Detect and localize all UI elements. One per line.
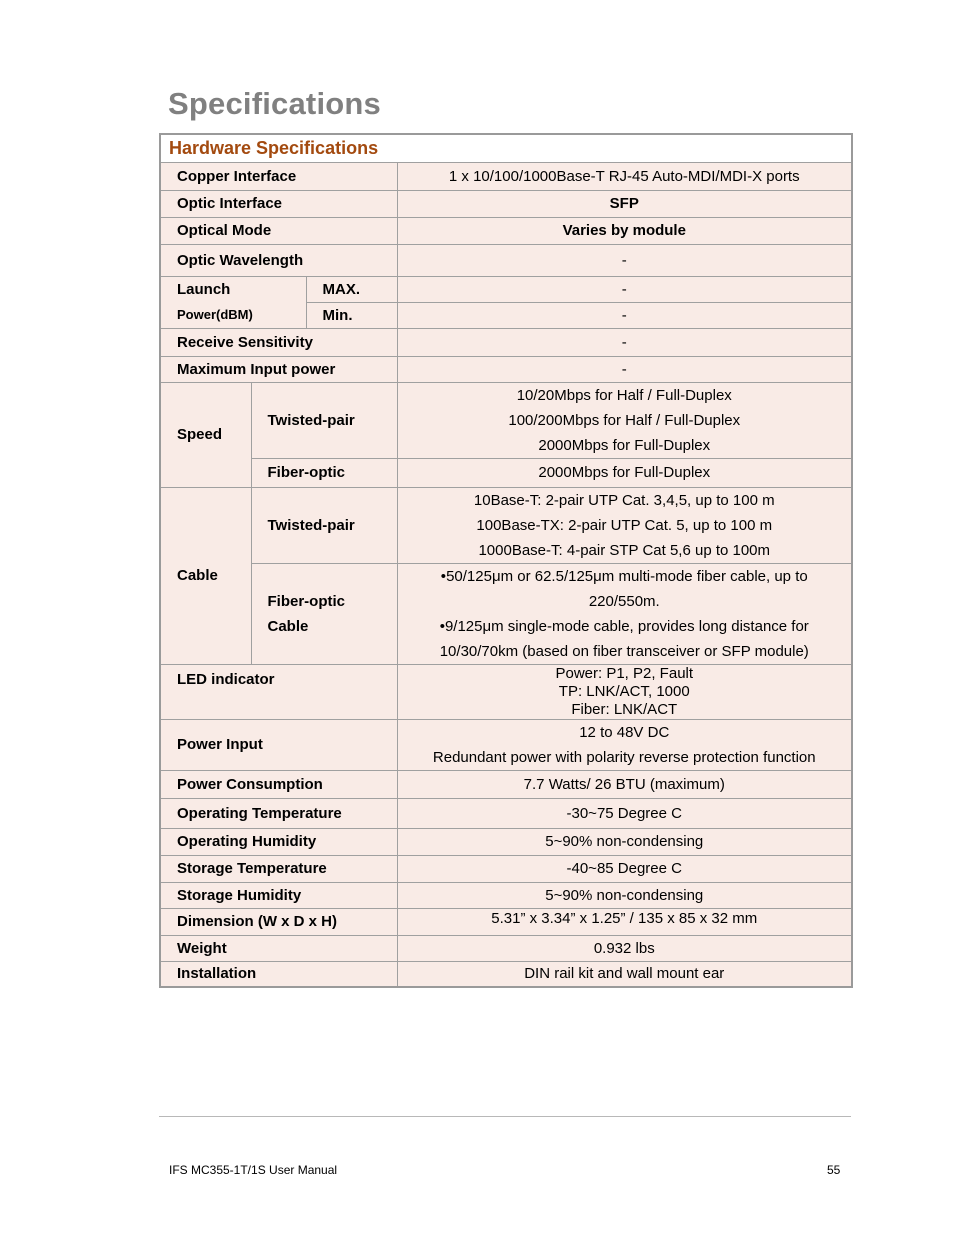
led-line: Fiber: LNK/ACT — [571, 700, 678, 718]
led-line: Power: P1, P2, Fault — [555, 664, 694, 682]
power-input-value — [397, 719, 852, 770]
led-line: TP: LNK/ACT, 1000 — [558, 682, 690, 700]
launch-unit-label: Power(dBM) — [177, 307, 253, 322]
speed-twisted-line: 10/20Mbps for Half / Full-Duplex — [516, 386, 732, 404]
cable-fiber-label-line: Fiber-optic — [267, 592, 345, 610]
dimension-label: Dimension (W x D x H) — [160, 908, 397, 935]
launch-label: Launch — [177, 281, 231, 298]
table-row — [160, 276, 852, 302]
operating-temperature-value: -30~75 Degree C — [397, 798, 852, 828]
bullet-icon: • — [439, 617, 445, 635]
cable-twisted-line: 1000Base-T: 4-pair STP Cat 5,6 up to 100m — [478, 541, 771, 559]
table-row — [160, 935, 852, 961]
table-row — [160, 798, 852, 828]
optic-wavelength-value: - — [397, 244, 852, 276]
table-row — [160, 328, 852, 356]
table-row — [160, 217, 852, 244]
power-consumption-label: Power Consumption — [160, 770, 397, 798]
dimension-value: 5.31” x 3.34” x 1.25” / 135 x 85 x 32 mm — [397, 908, 852, 935]
table-row — [160, 961, 852, 987]
cable-twisted-value — [397, 487, 852, 563]
speed-twisted-value — [397, 382, 852, 458]
speed-twisted-label: Twisted-pair — [251, 382, 397, 458]
max-input-power-label: Maximum Input power — [160, 356, 397, 382]
bullet-continuation: 220/550m. — [588, 592, 660, 610]
optic-interface-value: SFP — [397, 190, 852, 217]
cable-twisted-line: 10Base-T: 2-pair UTP Cat. 3,4,5, up to 100 m — [473, 491, 775, 509]
cable-label: Cable — [160, 487, 251, 664]
cable-twisted-line: 100Base-TX: 2-pair UTP Cat. 5, up to 100 m — [476, 516, 773, 534]
copper-interface-value: 1 x 10/100/1000Base-T RJ-45 Auto-MDI/MDI-X ports — [397, 162, 852, 190]
bullet-item — [404, 564, 846, 589]
section-heading: Hardware Specifications — [160, 134, 852, 162]
table-row — [160, 190, 852, 217]
optical-mode-label: Optical Mode — [160, 217, 397, 244]
table-row — [160, 458, 852, 487]
bullet-icon: • — [440, 567, 447, 585]
operating-temperature-label: Operating Temperature — [160, 798, 397, 828]
table-row — [160, 382, 852, 458]
speed-twisted-line: 2000Mbps for Full-Duplex — [538, 436, 711, 454]
page-number: 55 — [827, 1163, 841, 1177]
table-row — [160, 719, 852, 770]
optic-wavelength-label: Optic Wavelength — [160, 244, 397, 276]
bullet-text: 50/125μm or 62.5/125μm multi-mode fiber cable, up to — [446, 567, 808, 585]
launch-min-label: Min. — [306, 302, 397, 328]
speed-label: Speed — [160, 382, 251, 487]
table-row — [160, 563, 852, 664]
footer-manual-title: IFS MC355-1T/1S User Manual — [169, 1163, 338, 1177]
optical-mode-value: Varies by module — [397, 217, 852, 244]
optic-interface-label: Optic Interface — [160, 190, 397, 217]
power-input-line: Redundant power with polarity reverse protection function — [432, 748, 816, 766]
footer-divider — [159, 1116, 851, 1117]
cable-twisted-label: Twisted-pair — [251, 487, 397, 563]
receive-sensitivity-value: - — [397, 328, 852, 356]
storage-temperature-label: Storage Temperature — [160, 855, 397, 882]
page-title: Specifications — [168, 86, 381, 121]
copper-interface-label: Copper Interface — [160, 162, 397, 190]
table-row — [160, 162, 852, 190]
bullet-item — [404, 614, 846, 639]
power-input-line: 12 to 48V DC — [579, 723, 670, 741]
power-input-label: Power Input — [160, 719, 397, 770]
installation-value: DIN rail kit and wall mount ear — [397, 961, 852, 987]
storage-humidity-label: Storage Humidity — [160, 882, 397, 908]
table-row — [160, 356, 852, 382]
installation-label: Installation — [160, 961, 397, 987]
hardware-spec-table — [159, 133, 853, 988]
cable-fiber-value — [397, 563, 852, 664]
cable-fiber-label — [251, 563, 397, 664]
power-consumption-value: 7.7 Watts/ 26 BTU (maximum) — [397, 770, 852, 798]
receive-sensitivity-label: Receive Sensitivity — [160, 328, 397, 356]
table-row — [160, 908, 852, 935]
storage-humidity-value: 5~90% non-condensing — [397, 882, 852, 908]
weight-label: Weight — [160, 935, 397, 961]
speed-fiber-value: 2000Mbps for Full-Duplex — [397, 458, 852, 487]
led-indicator-label: LED indicator — [160, 664, 397, 719]
speed-twisted-line: 100/200Mbps for Half / Full-Duplex — [508, 411, 741, 429]
led-indicator-value — [397, 664, 852, 719]
launch-power-label — [160, 276, 306, 328]
table-row — [160, 855, 852, 882]
speed-fiber-label: Fiber-optic — [251, 458, 397, 487]
cable-fiber-label-line: Cable — [267, 617, 309, 635]
storage-temperature-value: -40~85 Degree C — [397, 855, 852, 882]
table-row — [160, 244, 852, 276]
table-row — [160, 770, 852, 798]
operating-humidity-value: 5~90% non-condensing — [397, 828, 852, 855]
bullet-text: 9/125μm single-mode cable, provides long distance for — [444, 617, 809, 635]
table-row — [160, 828, 852, 855]
launch-max-value: - — [397, 276, 852, 302]
table-row — [160, 487, 852, 563]
table-row — [160, 664, 852, 719]
weight-value: 0.932 lbs — [397, 935, 852, 961]
launch-max-label: MAX. — [306, 276, 397, 302]
table-row — [160, 882, 852, 908]
bullet-continuation: 10/30/70km (based on fiber transceiver or SFP module) — [439, 642, 809, 660]
max-input-power-value: - — [397, 356, 852, 382]
launch-min-value: - — [397, 302, 852, 328]
operating-humidity-label: Operating Humidity — [160, 828, 397, 855]
